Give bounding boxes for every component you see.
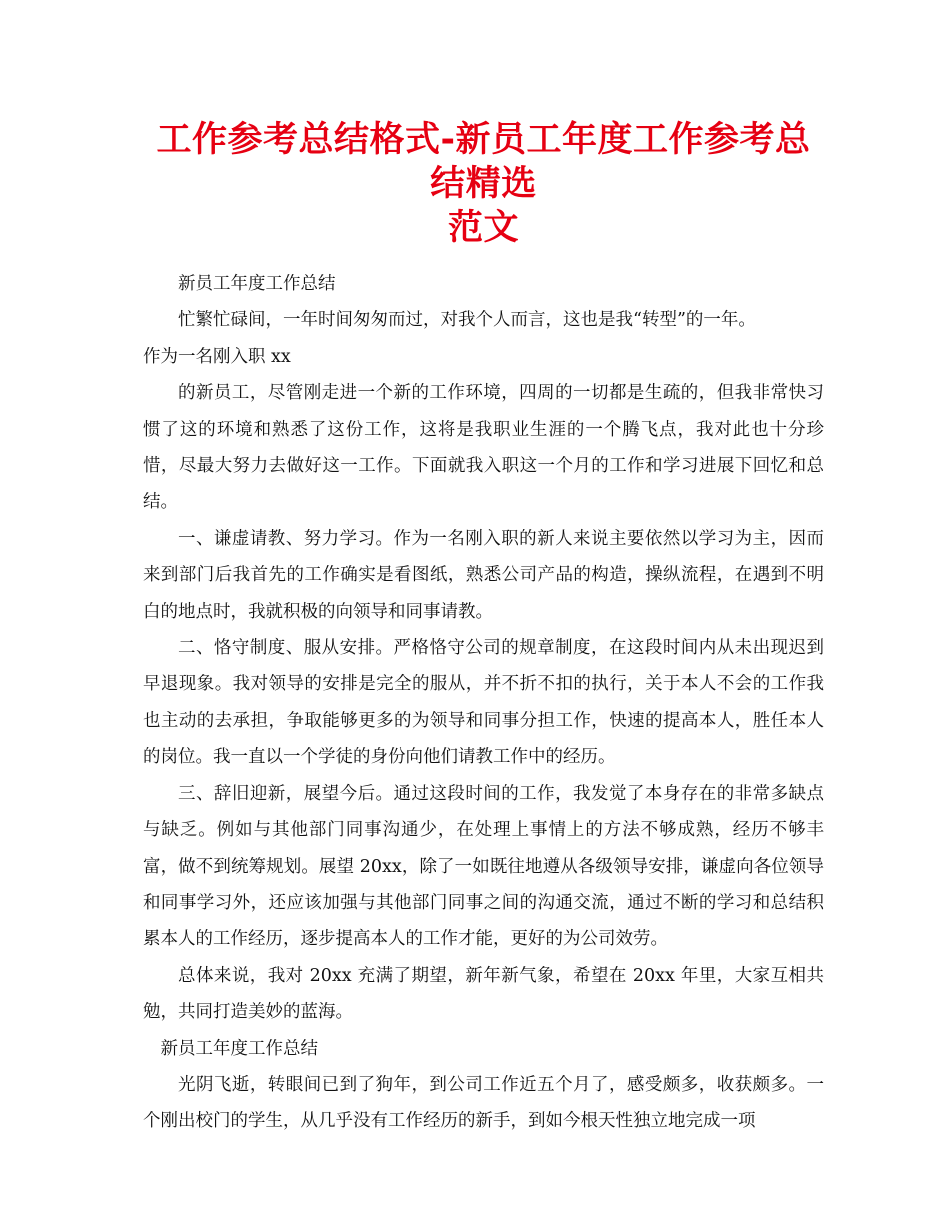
paragraph: 作为一名刚入职 xx — [143, 346, 291, 367]
paragraph: 的新员工，尽管刚走进一个新的工作环境，四周的一切都是生疏的，但我非常快习惯了这的环境和熟悉了这份工作，这将是我职业生涯的一个腾飞点，我对此也十分珍惜，尽最大努力去做好这一工作。下面就我入职这一个月的工作和学习进展下回忆和总结。 — [143, 383, 824, 513]
paragraph: 总体来说，我对 20xx 充满了期望，新年新气象，希望在 20xx 年里，大家互相共勉，共同打造美妙的蓝海。 — [143, 965, 824, 1023]
section-heading: 新员工年度工作总结 — [178, 274, 336, 294]
title-line-1: 工作参考总结格式-新员工年度工作参考总结精选 — [156, 120, 811, 204]
title-line-2: 范文 — [447, 208, 519, 248]
document-title — [143, 118, 824, 250]
section-heading: 新员工年度工作总结 — [160, 1038, 318, 1059]
paragraph: 一、谦虚请教、努力学习。作为一名刚入职的新人来说主要依然以学习为主，因而来到部门后我首先的工作确实是看图纸，熟悉公司产品的构造，操纵流程，在遇到不明白的地点时，我就积极的向领导和同事请教。 — [143, 528, 824, 622]
paragraph: 忙繁忙碌间，一年时间匆匆而过，对我个人而言，这也是我“转型”的一年。 — [178, 310, 756, 331]
document-body — [143, 266, 824, 1140]
paragraph: 光阴飞逝，转眼间已到了狗年，到公司工作近五个月了，感受颇多，收获颇多。一个刚出校门的学生，从几乎没有工作经历的新手，到如今根天性独立地完成一项 — [143, 1074, 824, 1132]
paragraph: 三、辞旧迎新，展望今后。通过这段时间的工作，我发觉了本身存在的非常多缺点与缺乏。例如与其他部门同事沟通少，在处理上事情上的方法不够成熟，经历不够丰富，做不到统筹规划。展望 20xx，除了一如既往地遵从各级领导安排，谦虚向各位领导和同事学习外，还应该加强与其他部门同事之间的沟通交流，通过不断的学习和总结积累本人的工作经历，逐步提高本人的工作才能，更好的为公司效劳。 — [143, 783, 824, 950]
paragraph: 二、恪守制度、服从安排。严格恪守公司的规章制度，在这段时间内从未出现迟到早退现象。我对领导的安排是完全的服从，并不折不扣的执行，关于本人不会的工作我也主动的去承担，争取能够更多的为领导和同事分担工作，快速的提高本人，胜任本人的岗位。我一直以一个学徒的身份向他们请教工作中的经历。 — [143, 638, 824, 768]
